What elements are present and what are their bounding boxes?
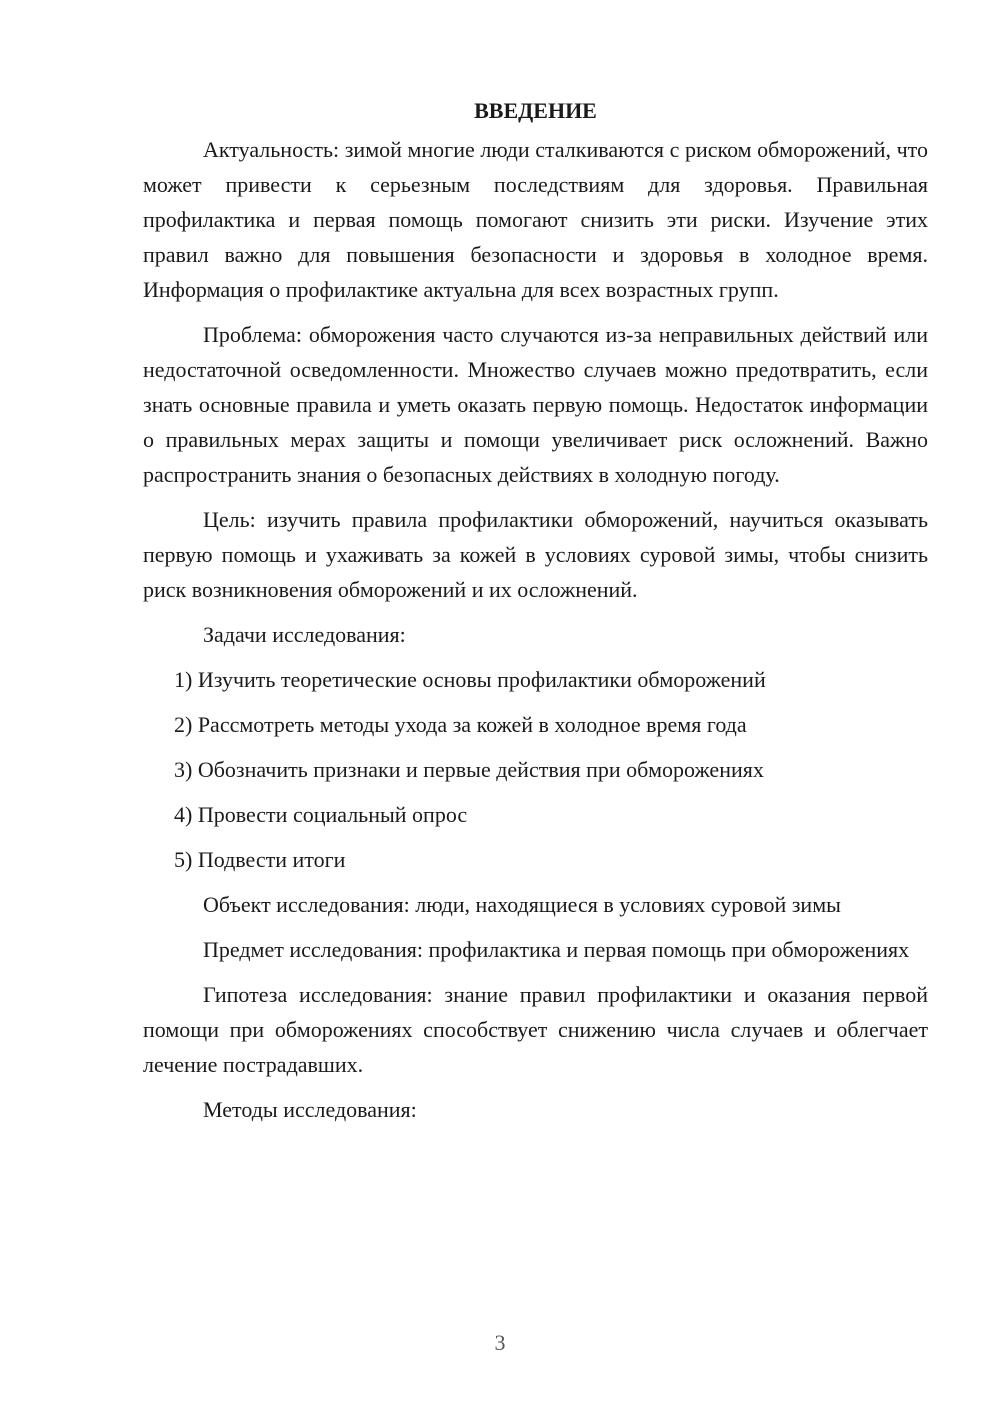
page-number: 3 <box>494 1330 506 1355</box>
task-item-1: 1) Изучить теоретические основы профилактики обморожений <box>174 667 766 692</box>
task-item-4: 4) Провести социальный опрос <box>174 802 468 827</box>
task-item-3: 3) Обозначить признаки и первые действия при обморожениях <box>174 757 764 782</box>
section-title: ВВЕДЕНИЕ <box>474 98 597 123</box>
task-item-2: 2) Рассмотреть методы ухода за кожей в холодное время года <box>174 712 747 737</box>
document-page <box>143 93 928 1137</box>
hypothesis-paragraph: Гипотеза исследования: знание правил профилактики и оказания первой помощи при обморожениях способствует снижению числа случаев и облегчает лечение пострадавших. <box>143 982 928 1077</box>
tasks-heading: Задачи исследования: <box>203 622 406 647</box>
relevance-paragraph: Актуальность: зимой многие люди сталкиваются с риском обморожений, что может привести к серьезным последствиям для здоровья. Правильная профилактика и первая помощь помогают снизить эти риски. Изучение этих правил важно для повышения безопасности и здоровья в холодное время. Информация о профилактике актуальна для всех возрастных групп. <box>143 137 928 302</box>
task-item-5: 5) Подвести итоги <box>174 847 346 872</box>
tasks-list <box>143 662 928 877</box>
subject-paragraph: Предмет исследования: профилактика и первая помощь при обморожениях <box>203 937 910 962</box>
methods-heading: Методы исследования: <box>203 1097 417 1122</box>
goal-paragraph: Цель: изучить правила профилактики обморожений, научиться оказывать первую помощь и ухаживать за кожей в условиях суровой зимы, чтобы снизить риск возникновения обморожений и их осложнений. <box>143 507 928 602</box>
object-paragraph: Объект исследования: люди, находящиеся в условиях суровой зимы <box>203 892 841 917</box>
problem-paragraph: Проблема: обморожения часто случаются из-за неправильных действий или недостаточной осведомленности. Множество случаев можно предотвратить, если знать основные правила и уметь оказать первую помощь. Недостаток информации о правильных мерах защиты и помощи увеличивает риск осложнений. Важно распространить знания о безопасных действиях в холодную погоду. <box>143 322 928 487</box>
